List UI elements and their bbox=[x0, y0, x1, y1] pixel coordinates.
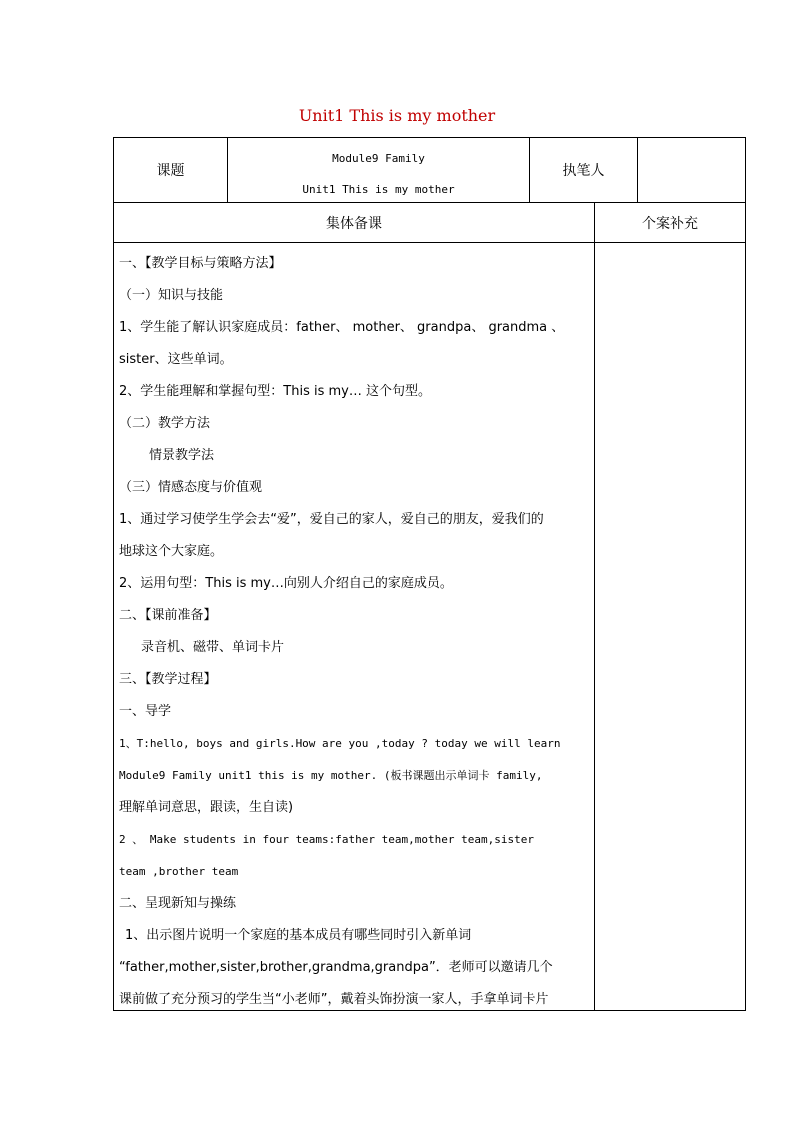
subject-value bbox=[228, 138, 529, 202]
text-span: 1、T:hello, boys and girls.How are you ,today ? today we will learn bbox=[119, 737, 561, 750]
lesson-content bbox=[119, 248, 591, 1016]
text-line bbox=[119, 856, 591, 888]
heading-process: 三、【教学过程】 bbox=[119, 672, 217, 687]
subject-module: Module9 Family bbox=[332, 152, 425, 165]
author-value bbox=[638, 138, 745, 202]
supplement-header: 个案补充 bbox=[642, 215, 698, 232]
subheading-method: （二）教学方法 bbox=[119, 416, 211, 431]
subheading-presentation: 二、呈现新知与操练 bbox=[119, 896, 237, 911]
text-line: 录音机、磁带、单词卡片 bbox=[141, 640, 285, 655]
page-title: Unit1 This is my mother bbox=[298, 106, 496, 125]
text-line: 2、运用句型：This is my…向别人介绍自己的家庭成员。 bbox=[119, 576, 453, 591]
text-line: 2、学生能理解和掌握句型：This is my… 这个句型。 bbox=[119, 384, 431, 399]
text-line: 地球这个大家庭。 bbox=[119, 544, 224, 559]
row-divider-2 bbox=[113, 242, 746, 243]
collective-header: 集体备课 bbox=[326, 215, 382, 232]
subheading-guide: 一、导学 bbox=[119, 704, 172, 719]
text-line: sister、这些单词。 bbox=[119, 352, 233, 367]
subheading-emotion: （三）情感态度与价值观 bbox=[119, 480, 263, 495]
text-line: 课前做了充分预习的学生当“小老师”，戴着头饰扮演一家人，手拿单词卡片 bbox=[119, 992, 549, 1007]
author-label: 执笔人 bbox=[562, 163, 605, 179]
subheading-knowledge: （一）知识与技能 bbox=[119, 288, 224, 303]
text-line: “father,mother,sister,brother,grandma,grandpa”．老师可以邀请几个 bbox=[119, 960, 553, 975]
subject-label: 课题 bbox=[156, 163, 185, 179]
text-line: 情景教学法 bbox=[149, 448, 215, 463]
text-line bbox=[119, 728, 591, 760]
text-line bbox=[119, 824, 591, 856]
text-line bbox=[119, 760, 591, 792]
col-divider-supplement bbox=[594, 202, 595, 1011]
table-border-right bbox=[745, 137, 746, 1011]
table-border-left bbox=[113, 137, 114, 1011]
text-span: 2 、 Make students in four teams:father team,mother team,sister bbox=[119, 833, 534, 846]
text-span: Module9 Family unit1 this is my mother. (板书课题出示单词卡 family, bbox=[119, 769, 543, 782]
subject-unit: Unit1 This is my mother bbox=[302, 183, 455, 196]
text-line: 1、通过学习使学生学会去“爱”，爱自己的家人，爱自己的朋友，爱我们的 bbox=[119, 512, 544, 527]
heading-objectives: 一、【教学目标与策略方法】 bbox=[119, 256, 282, 271]
text-line: 理解单词意思，跟读，生自读) bbox=[119, 800, 294, 815]
text-line: 1、学生能了解认识家庭成员：father、 mother、 grandpa、 grandma 、 bbox=[119, 320, 565, 335]
text-line: 1、出示图片说明一个家庭的基本成员有哪些同时引入新单词 bbox=[125, 928, 472, 943]
text-span: team ,brother team bbox=[119, 865, 239, 878]
heading-preparation: 二、【课前准备】 bbox=[119, 608, 217, 623]
